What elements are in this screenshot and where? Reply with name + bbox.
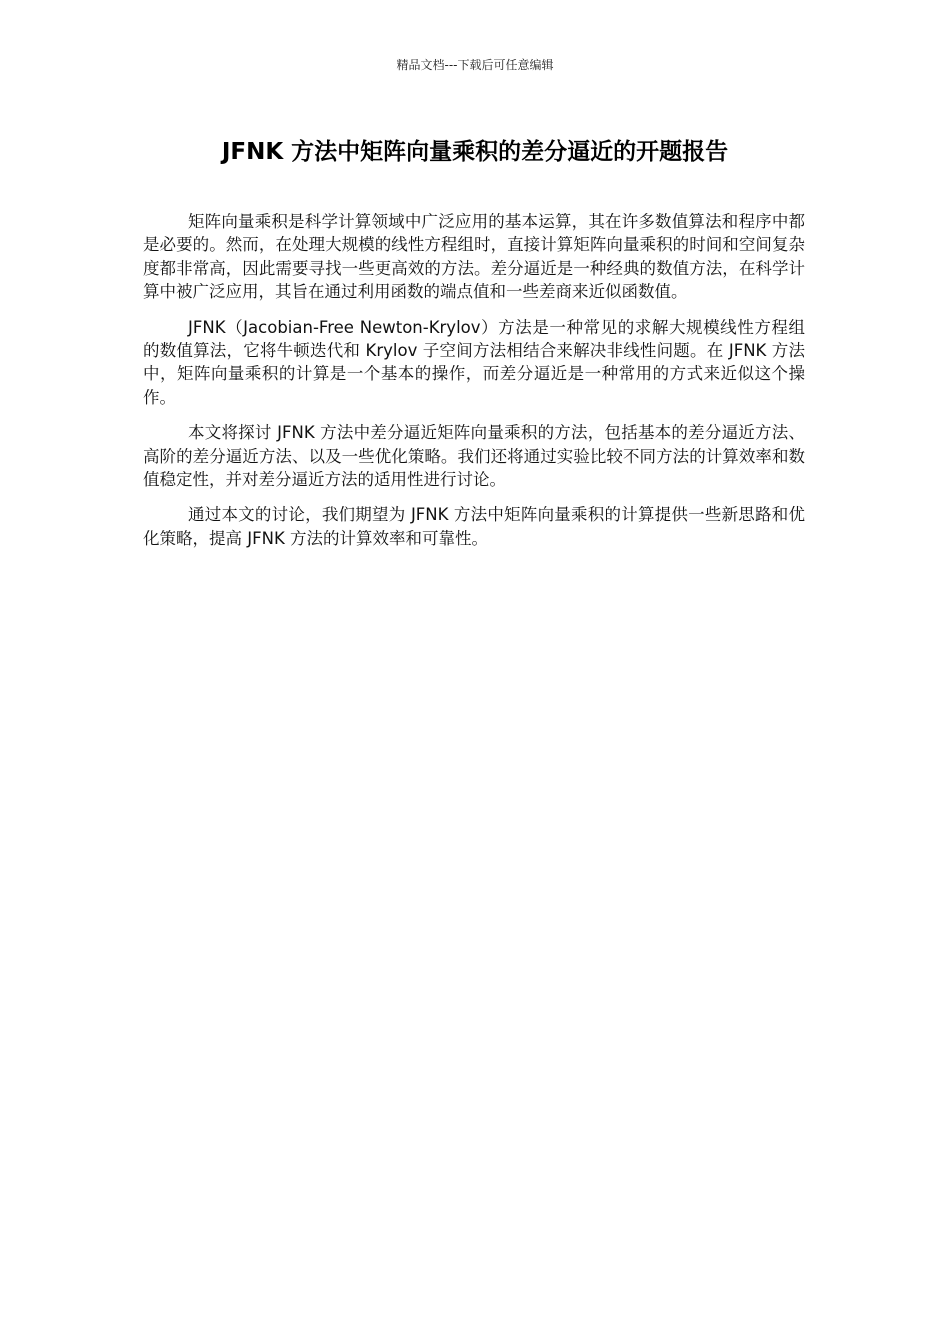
- paragraph-2: JFNK（Jacobian-Free Newton-Krylov）方法是一种常见的求解大规模线性方程组的数值算法，它将牛顿迭代和 Krylov 子空间方法相结合来解决非线性问题。在 JFNK 方法中，矩阵向量乘积的计算是一个基本的操作，而差分逼近是一种常用的方式来近似这个操作。: [143, 317, 805, 407]
- paragraph-1: 矩阵向量乘积是科学计算领域中广泛应用的基本运算，其在许多数值算法和程序中都是必要的。然而，在处理大规模的线性方程组时，直接计算矩阵向量乘积的时间和空间复杂度都非常高，因此需要寻找一些更高效的方法。差分逼近是一种经典的数值方法，在科学计算中被广泛应用，其旨在通过利用函数的端点值和一些差商来近似函数值。: [143, 212, 805, 302]
- document-body: [143, 210, 805, 562]
- paragraph-4: 通过本文的讨论，我们期望为 JFNK 方法中矩阵向量乘积的计算提供一些新思路和优化策略，提高 JFNK 方法的计算效率和可靠性。: [143, 505, 805, 548]
- header-note: 精品文档---下载后可任意编辑: [396, 58, 554, 72]
- document-title: JFNK 方法中矩阵向量乘积的差分逼近的开题报告: [221, 139, 729, 165]
- paragraph-3: 本文将探讨 JFNK 方法中差分逼近矩阵向量乘积的方法，包括基本的差分逼近方法、高阶的差分逼近方法、以及一些优化策略。我们还将通过实验比较不同方法的计算效率和数值稳定性，并对差分逼近方法的适用性进行讨论。: [143, 423, 805, 490]
